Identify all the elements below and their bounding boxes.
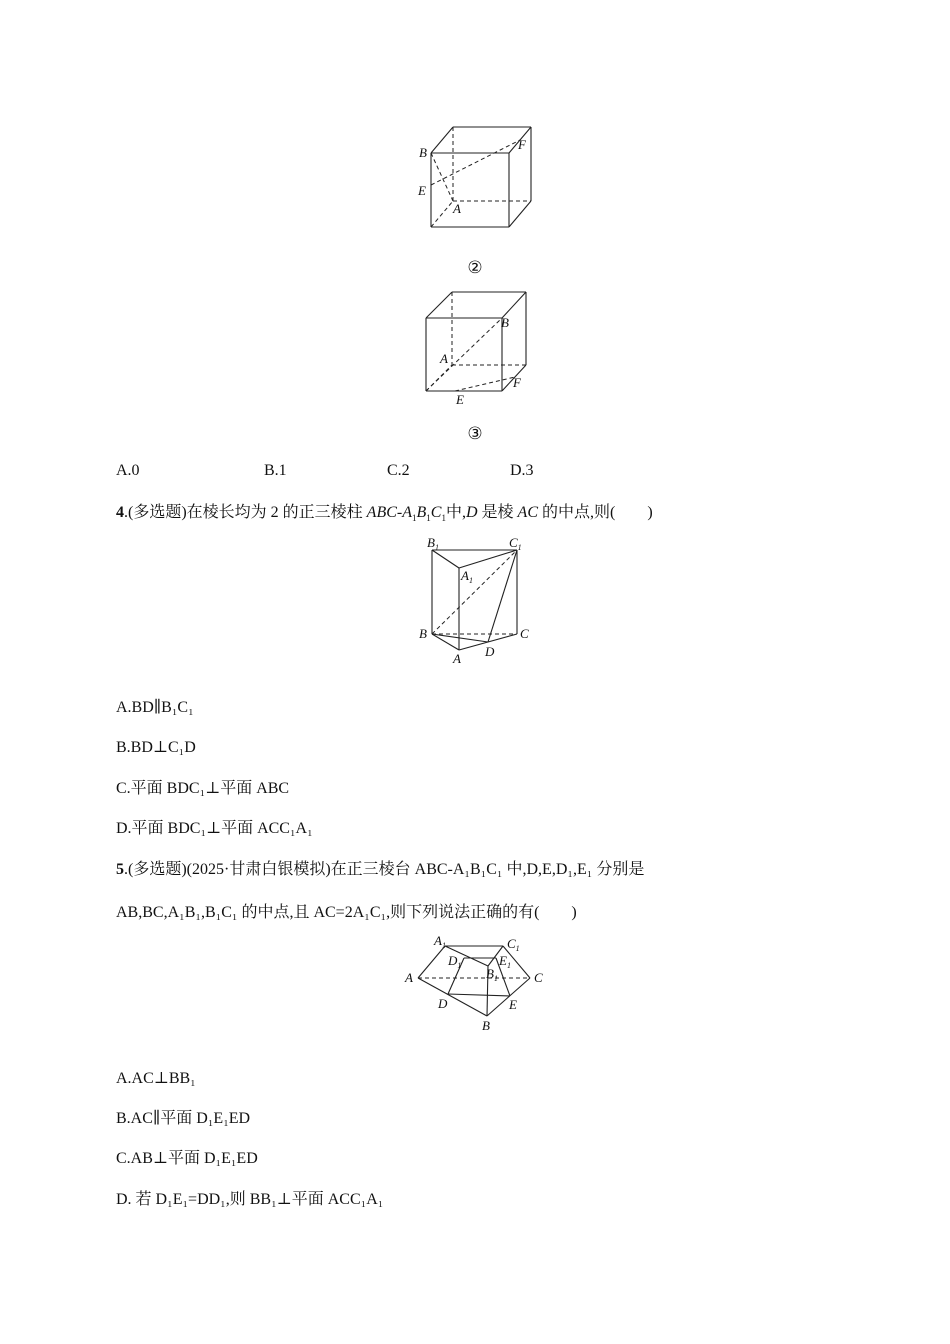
fig3-label-a: A xyxy=(440,351,448,366)
fig2-label-b: B xyxy=(419,145,427,160)
q4-end: 的中点,则( ) xyxy=(538,504,653,521)
q3-option-b: B.1 xyxy=(264,462,287,479)
fig5-label-e: E xyxy=(509,997,517,1012)
q5-line1: .(多选题)(2025·甘肃白银模拟)在正三棱台 ABC-A₁B₁C₁ 中,D,E,D₁,E₁ 分别是 xyxy=(124,861,645,878)
fig4-label-b1: $B_1$ xyxy=(427,535,439,552)
q3-option-d: D.3 xyxy=(510,462,534,479)
q4-option-b: B.BD⊥C₁D xyxy=(116,739,196,756)
fig4-label-c1: $C_1$ xyxy=(509,535,522,552)
figure-q5-frustum xyxy=(400,932,560,1037)
fig3-label-b: B xyxy=(501,315,509,330)
fig2-label-e: E xyxy=(418,183,426,198)
fig5-label-a: A xyxy=(405,970,413,985)
q5-number: 5 xyxy=(116,861,124,878)
q4-option-c: C.平面 BDC₁⊥平面 ABC xyxy=(116,780,290,797)
fig4-label-c: C xyxy=(520,626,529,641)
fig5-label-d1: $D_1$ xyxy=(448,953,462,970)
q4-d: D xyxy=(465,504,478,521)
q5-stem-line1 xyxy=(116,860,644,880)
q4-option-d: D.平面 BDC₁⊥平面 ACC₁A₁ xyxy=(116,820,313,837)
figure-3-caption: ③ xyxy=(467,424,483,443)
fig5-label-a1: $A_1$ xyxy=(434,933,446,950)
fig4-label-d: D xyxy=(485,644,495,659)
fig5-label-b1: $B_1$ xyxy=(486,966,498,983)
q4-mid: 中, xyxy=(445,504,466,521)
q4-number: 4 xyxy=(116,504,124,521)
q5-option-d: D. 若 D₁E₁=DD₁,则 BB₁⊥平面 ACC₁A₁ xyxy=(116,1191,384,1208)
fig3-label-e: E xyxy=(456,392,464,407)
fig3-label-f: F xyxy=(513,375,521,390)
q5-option-c: C.AB⊥平面 D₁E₁ED xyxy=(116,1150,258,1167)
q4-stem: 4.(多选题)在棱长均为 2 的正三棱柱 ABC-$A_1B_1C_1$中,D 是棱 AC 的中点,则( ) xyxy=(116,504,653,524)
fig2-label-f: F xyxy=(518,137,526,152)
fig4-label-a1: $A_1$ xyxy=(461,568,473,585)
figure-2-cube xyxy=(405,115,555,245)
q5-option-a: A.AC⊥BB₁ xyxy=(116,1070,196,1087)
fig5-label-b: B xyxy=(482,1018,490,1033)
figure-q4-prism xyxy=(415,532,545,672)
fig5-label-e1: $E_1$ xyxy=(499,953,511,970)
fig5-label-d: D xyxy=(438,996,448,1011)
fig5-label-c1: $C_1$ xyxy=(507,936,520,953)
q4-rest: 是棱 xyxy=(477,504,518,521)
q4-tag: .(多选题)在棱长均为 2 的正三棱柱 xyxy=(124,504,367,521)
q3-option-c: C.2 xyxy=(387,462,410,479)
q5-option-b: B.AC∥平面 D₁E₁ED xyxy=(116,1110,251,1127)
fig5-label-c: C xyxy=(534,970,543,985)
q4-ac: AC xyxy=(517,504,538,521)
fig4-label-b: B xyxy=(419,626,427,641)
fig2-label-a: A xyxy=(453,201,461,216)
q5-stem-line2: AB,BC,A₁B₁,B₁C₁ 的中点,且 AC=2A₁C₁,则下列说法正确的有( ) xyxy=(116,904,577,921)
figure-3-cube xyxy=(405,285,555,415)
q4-option-a: A.BD∥B₁C₁ xyxy=(116,699,194,716)
q3-option-a: A.0 xyxy=(116,462,140,479)
figure-2-caption: ② xyxy=(467,258,483,277)
fig4-label-a: A xyxy=(453,651,461,666)
